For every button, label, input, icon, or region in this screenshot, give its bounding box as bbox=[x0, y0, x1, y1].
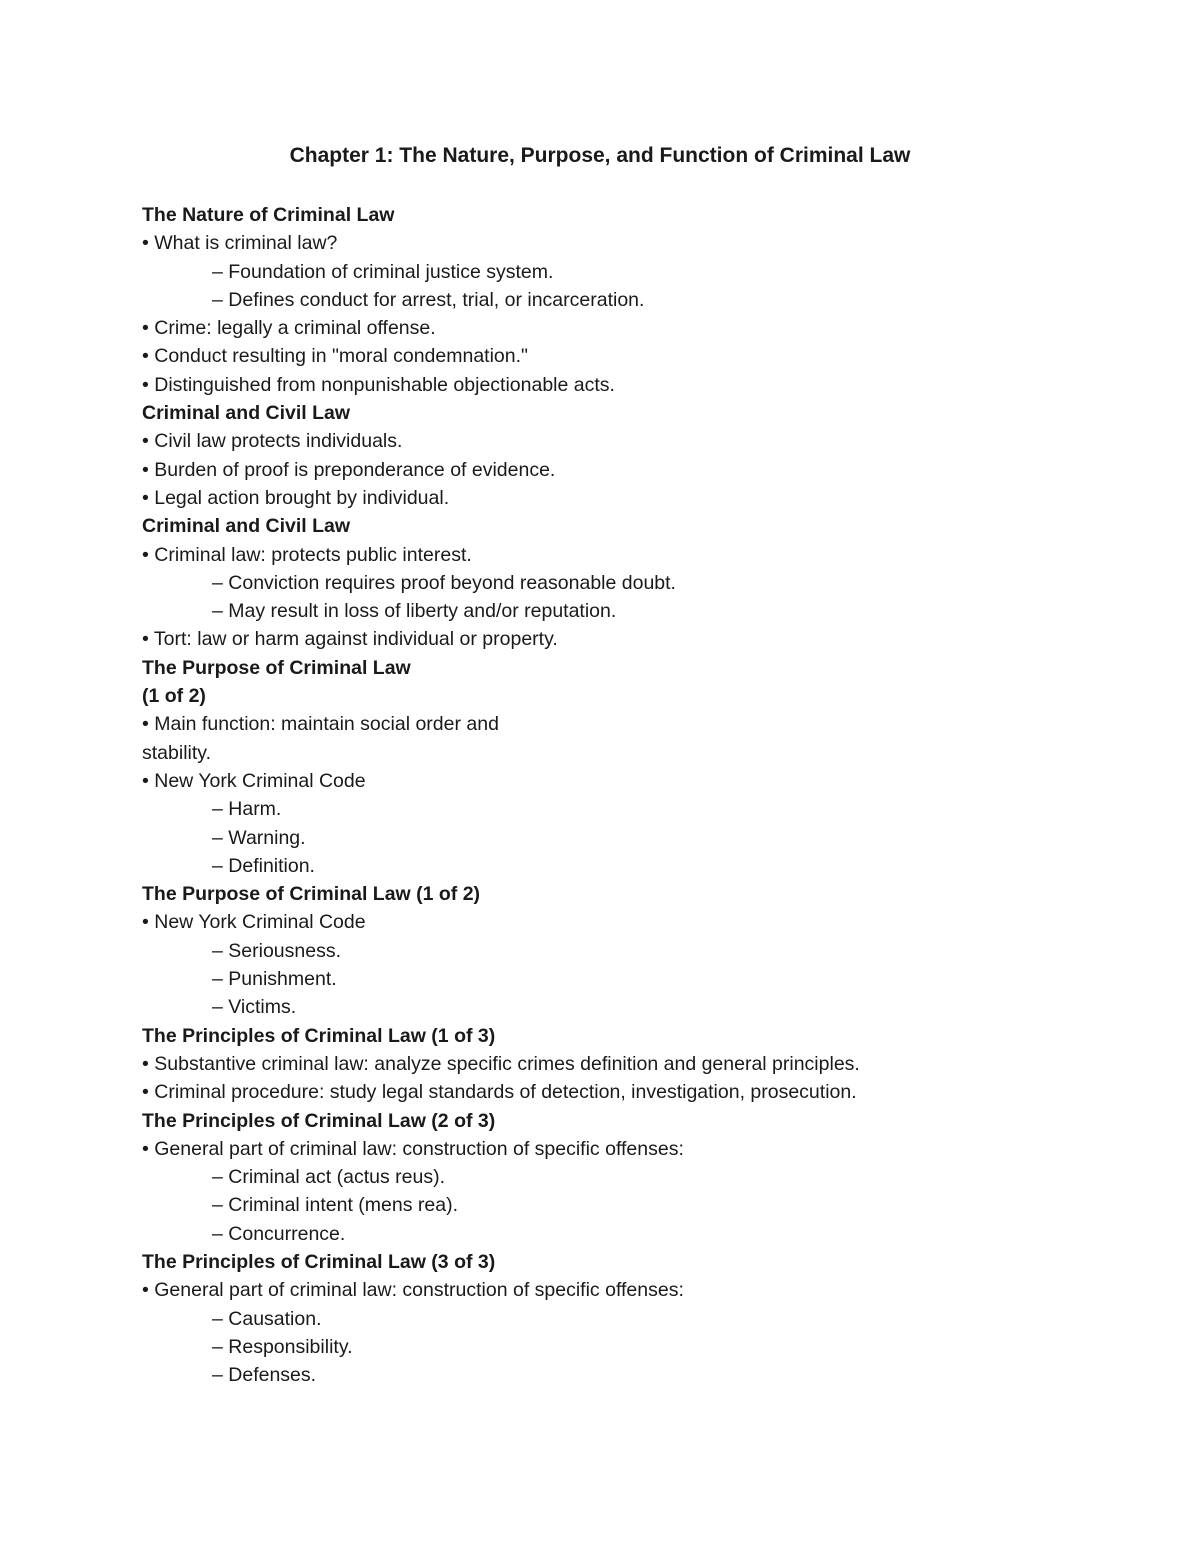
bullet-line: • New York Criminal Code bbox=[142, 769, 366, 792]
bullet-line: • New York Criminal Code bbox=[142, 911, 366, 934]
sub-bullet-line: – Conviction requires proof beyond reasonable doubt. bbox=[212, 571, 676, 594]
bullet-line: • What is criminal law? bbox=[142, 232, 338, 255]
bullet-line: • Legal action brought by individual. bbox=[142, 486, 450, 509]
sub-bullet-line: – May result in loss of liberty and/or reputation. bbox=[212, 600, 617, 623]
sub-bullet-line: – Definition. bbox=[212, 854, 315, 877]
bullet-line: • Distinguished from nonpunishable objectionable acts. bbox=[142, 373, 615, 396]
sub-bullet-line: – Criminal act (actus reus). bbox=[212, 1166, 445, 1189]
section-heading: The Purpose of Criminal Law bbox=[142, 656, 411, 679]
sub-bullet-line: – Defenses. bbox=[212, 1364, 317, 1387]
bullet-line: • Burden of proof is preponderance of evidence. bbox=[142, 458, 556, 481]
section-heading: The Principles of Criminal Law (3 of 3) bbox=[142, 1250, 496, 1273]
bullet-line: • Conduct resulting in "moral condemnation." bbox=[142, 345, 528, 368]
sub-bullet-line: – Criminal intent (mens rea). bbox=[212, 1194, 458, 1217]
section-heading: The Nature of Criminal Law bbox=[142, 204, 395, 226]
bullet-line: • Substantive criminal law: analyze specific crimes definition and general principles. bbox=[142, 1052, 860, 1075]
sub-bullet-line: – Punishment. bbox=[212, 968, 337, 991]
sub-bullet-line: – Harm. bbox=[212, 798, 282, 821]
bullet-line: • Civil law protects individuals. bbox=[142, 430, 403, 453]
section-heading: The Principles of Criminal Law (2 of 3) bbox=[142, 1109, 496, 1132]
bullet-line: • General part of criminal law: construction of specific offenses: bbox=[142, 1279, 684, 1302]
sub-bullet-line: – Warning. bbox=[212, 826, 306, 849]
section-heading: Criminal and Civil Law bbox=[142, 515, 351, 538]
section-heading: The Purpose of Criminal Law (1 of 2) bbox=[142, 883, 481, 906]
bullet-line: • General part of criminal law: construction of specific offenses: bbox=[142, 1137, 684, 1160]
bullet-line: stability. bbox=[142, 741, 211, 764]
bullet-line: • Crime: legally a criminal offense. bbox=[142, 317, 436, 340]
sub-bullet-line: – Victims. bbox=[212, 996, 297, 1019]
sub-bullet-line: – Responsibility. bbox=[212, 1335, 353, 1358]
sub-bullet-line: – Defines conduct for arrest, trial, or incarceration. bbox=[212, 288, 645, 311]
document-body bbox=[142, 201, 1142, 1389]
sub-bullet-line: – Foundation of criminal justice system. bbox=[212, 260, 554, 283]
sub-bullet-line: – Causation. bbox=[212, 1307, 322, 1330]
bullet-line: • Criminal law: protects public interest. bbox=[142, 543, 472, 566]
sub-bullet-line: – Concurrence. bbox=[212, 1222, 346, 1245]
page-title: Chapter 1: The Nature, Purpose, and Function of Criminal Law bbox=[289, 144, 911, 167]
section-heading: (1 of 2) bbox=[142, 685, 206, 708]
bullet-line: • Tort: law or harm against individual or property. bbox=[142, 628, 558, 651]
section-heading: Criminal and Civil Law bbox=[142, 402, 351, 425]
bullet-line: • Main function: maintain social order and bbox=[142, 713, 499, 736]
sub-bullet-line: – Seriousness. bbox=[212, 939, 341, 962]
section-heading: The Principles of Criminal Law (1 of 3) bbox=[142, 1024, 496, 1047]
bullet-line: • Criminal procedure: study legal standards of detection, investigation, prosecution. bbox=[142, 1081, 857, 1104]
